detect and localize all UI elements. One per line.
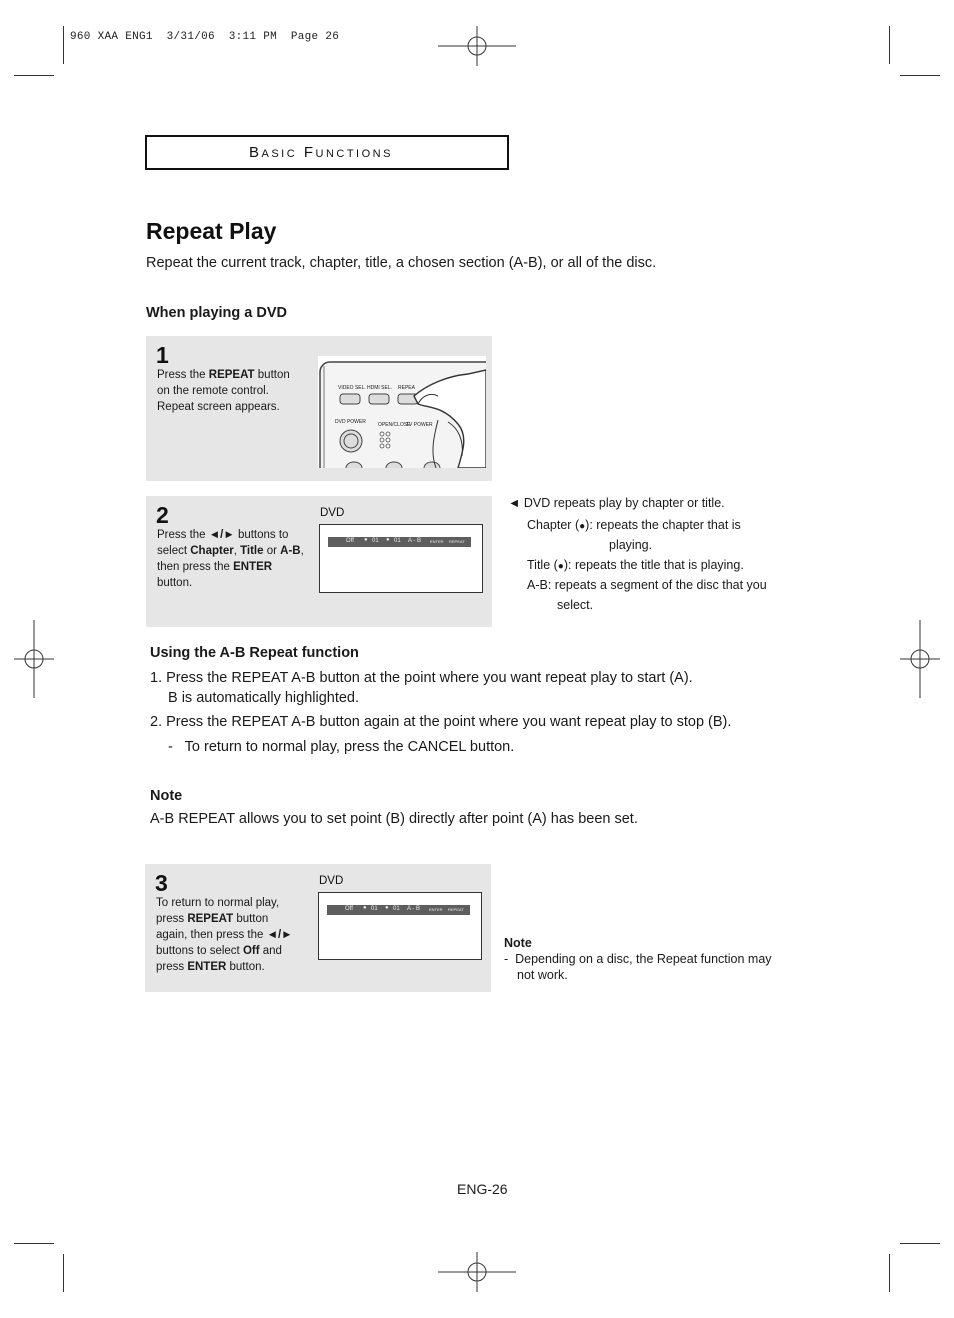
page-number: ENG-26 (457, 1181, 508, 1197)
osd-ab: A - B (408, 538, 422, 544)
note-line: - Depending on a disc, the Repeat function may (504, 952, 772, 966)
chapter-repeat-icon: ● (363, 905, 367, 911)
step-text-line: To return to normal play, (156, 897, 280, 909)
step-text-part: then press the (157, 561, 234, 573)
title-repeat-icon: ● (386, 537, 390, 543)
step-text-bold: Off (242, 945, 260, 957)
arrow-buttons-icon: ◄/► (266, 929, 293, 941)
osd-repeat: REPEAT (448, 907, 464, 912)
list-item: - To return to normal play, press the CANCEL button. (168, 738, 515, 755)
step-text-part: press (156, 913, 188, 925)
registration-mark-icon (14, 620, 54, 698)
crop-mark (889, 26, 890, 64)
crop-mark (889, 1254, 890, 1292)
chapter-repeat-icon: ● (579, 520, 586, 532)
notes-part: ): repeats the chapter that is (585, 517, 741, 532)
step-text-bold: ENTER (233, 561, 273, 573)
remote-label-dvd-power: DVD POWER (335, 419, 366, 425)
title-repeat-icon: ● (557, 560, 564, 572)
notes-part: ): repeats the title that is playing. (563, 557, 744, 572)
step-text-part: buttons to (234, 529, 289, 541)
note-line: not work. (517, 968, 568, 982)
osd-screen (319, 524, 483, 593)
step-text-part: buttons to select (156, 945, 243, 957)
list-item: 2. Press the REPEAT A-B button again at the point where you want repeat play to stop (B). (150, 714, 732, 730)
step-2-text (157, 527, 317, 591)
chapter-repeat-icon: ● (364, 537, 368, 543)
note-heading: Note (150, 788, 183, 804)
ab-section-heading: Using the A-B Repeat function (150, 645, 359, 661)
printer-slug: 960 XAA ENG1 3/31/06 3:11 PM Page 26 (70, 31, 340, 43)
step-number: 1 (156, 342, 169, 368)
step-text-part: or (263, 545, 281, 557)
step-text-bold: A-B (280, 545, 301, 557)
step-text-line: on the remote control. (157, 385, 269, 397)
notes-line: A-B: repeats a segment of the disc that you (527, 578, 767, 592)
step-2-panel (146, 496, 492, 627)
notes-line: playing. (609, 538, 653, 552)
step-text-bold: REPEAT (208, 369, 255, 381)
osd-ab: A - B (407, 906, 421, 912)
notes-part: Chapter ( (527, 517, 580, 532)
note-2 (504, 935, 814, 983)
osd-title: 01 (393, 906, 400, 912)
chapter-note (527, 516, 808, 537)
repeat-osd-bar (328, 537, 471, 547)
step-text-part: button (254, 369, 290, 381)
note-heading: Note (504, 936, 532, 950)
remote-control-icon (318, 356, 486, 468)
page-title: Repeat Play (146, 218, 277, 244)
step-text-part: press (156, 961, 188, 973)
section-header-box (145, 135, 509, 170)
screen-label: DVD (320, 507, 345, 519)
remote-label-tv-power: TV POWER (406, 422, 433, 428)
crop-mark (14, 75, 54, 76)
remote-label-open-close: OPEN/CLOSE (378, 422, 411, 428)
title-note (527, 556, 808, 577)
title-repeat-icon: ● (385, 905, 389, 911)
step-text-part: Press the (157, 529, 209, 541)
notes-line: ◄ DVD repeats play by chapter or title. (508, 496, 725, 510)
osd-title: 01 (394, 538, 401, 544)
step-text-part: Press the (157, 369, 209, 381)
remote-label-video-sel: VIDEO SEL. (338, 385, 366, 391)
repeat-osd-bar (327, 905, 470, 915)
osd-chapter: 01 (371, 906, 378, 912)
osd-chapter: 01 (372, 538, 379, 544)
step-text-bold: REPEAT (187, 913, 234, 925)
step-text-part: select (157, 545, 191, 557)
osd-off: Off (345, 906, 353, 912)
step-1-text (157, 367, 307, 415)
registration-mark-icon (900, 620, 940, 698)
osd-enter: ENTER (429, 907, 443, 912)
crop-mark (900, 75, 940, 76)
osd-repeat: REPEAT (449, 539, 465, 544)
screen-label: DVD (319, 875, 344, 887)
ab-instructions (150, 669, 870, 757)
step-text-bold: Title (240, 545, 264, 557)
step-text-bold: ENTER (187, 961, 227, 973)
list-item: 1. Press the REPEAT A-B button at the point where you want repeat play to start (A). (150, 670, 693, 686)
crop-mark (63, 26, 64, 64)
note-body: A-B REPEAT allows you to set point (B) directly after point (A) has been set. (150, 811, 638, 827)
intro-text: Repeat the current track, chapter, title, a chosen section (A-B), or all of the disc. (146, 255, 657, 271)
step-text-part: button. (226, 961, 265, 973)
osd-screen (318, 892, 482, 960)
step-text-part: , (233, 545, 241, 557)
step-text-line: Repeat screen appears. (157, 401, 280, 413)
crop-mark (63, 1254, 64, 1292)
osd-enter: ENTER (430, 539, 444, 544)
remote-label-repeat: REPEA (398, 385, 415, 391)
step-text-part: and (259, 945, 282, 957)
step-text-part: button (233, 913, 269, 925)
step-number: 3 (155, 870, 168, 896)
list-item-cont: B is automatically highlighted. (168, 689, 360, 706)
crop-mark (900, 1243, 940, 1244)
registration-mark-icon (438, 1252, 516, 1292)
remote-illustration (318, 356, 486, 468)
notes-line: select. (557, 597, 594, 612)
step-text-part: again, then press the (156, 929, 267, 941)
subheading: When playing a DVD (146, 305, 287, 321)
step-number: 2 (156, 502, 169, 528)
osd-off: Off (346, 538, 354, 544)
crop-mark (14, 1243, 54, 1244)
registration-mark-icon (438, 26, 516, 66)
step-text-line: button. (157, 577, 193, 589)
section-title: Basic Functions (249, 144, 393, 161)
step-3-panel (145, 864, 491, 992)
step-text-part: , (300, 545, 304, 557)
remote-label-hdmi-sel: HDMI SEL. (367, 385, 393, 391)
notes-part: Title ( (527, 557, 558, 572)
repeat-mode-notes (508, 494, 808, 615)
step-1-panel (146, 336, 492, 481)
arrow-buttons-icon: ◄/► (208, 529, 235, 541)
step-text-bold: Chapter (190, 545, 234, 557)
step-3-text (156, 895, 316, 975)
